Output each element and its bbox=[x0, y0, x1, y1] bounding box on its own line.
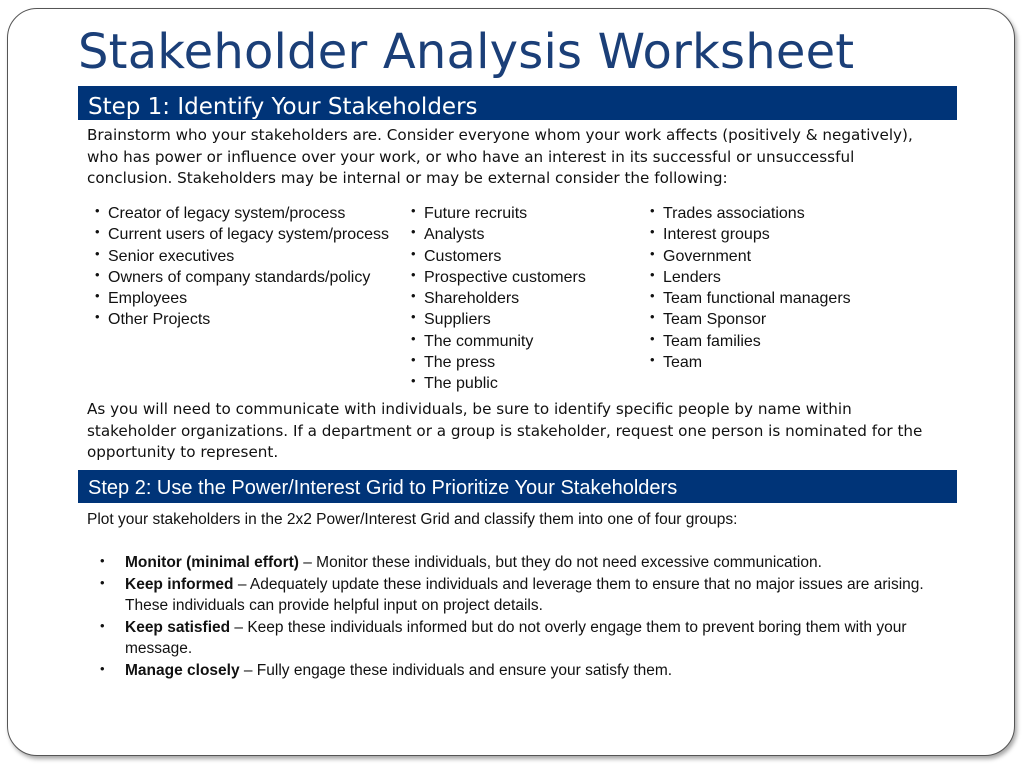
list-item: • The public bbox=[411, 373, 641, 394]
bullet-icon: • bbox=[411, 224, 416, 240]
list-item: • Future recruits bbox=[411, 203, 641, 224]
list-item: • Interest groups bbox=[650, 224, 940, 245]
bullet-icon: • bbox=[411, 203, 416, 218]
list-item: • Team families bbox=[650, 331, 940, 352]
list-item: • Employees bbox=[95, 288, 395, 309]
list-item: • Team functional managers bbox=[650, 288, 940, 309]
page-title: Stakeholder Analysis Worksheet bbox=[78, 24, 855, 80]
bullet-icon: • bbox=[650, 224, 655, 240]
bullet-icon: • bbox=[650, 330, 655, 346]
bullet-icon: • bbox=[100, 660, 105, 676]
list-item: • The press bbox=[411, 352, 641, 373]
group-description: – Adequately update these individuals and leverage them to ensure that no major issues are arising. These individuals can provide helpful input on project details. bbox=[125, 575, 924, 614]
stakeholder-list-column-1 bbox=[95, 203, 395, 331]
bullet-icon: • bbox=[650, 352, 655, 368]
bullet-icon: • bbox=[411, 288, 416, 304]
group-term: Manage closely bbox=[125, 661, 240, 679]
group-term: Monitor (minimal effort) bbox=[125, 554, 299, 571]
step2-heading-band: Step 2: Use the Power/Interest Grid to Prioritize Your Stakeholders bbox=[78, 470, 957, 503]
step2-intro-paragraph: Plot your stakeholders in the 2x2 Power/Interest Grid and classify them into one of four groups: bbox=[87, 511, 738, 528]
bullet-icon: • bbox=[95, 245, 100, 261]
list-item bbox=[100, 617, 930, 660]
bullet-icon: • bbox=[95, 203, 100, 218]
step1-note-paragraph: As you will need to communicate with individuals, be sure to identify specific people by name within stakeholder organizations. If a department or a group is stakeholder, request one person is nominated for the opportunity to represent. bbox=[87, 400, 923, 461]
list-item: • Trades associations bbox=[650, 203, 940, 224]
stakeholder-list-column-2 bbox=[411, 203, 641, 395]
list-item: • Creator of legacy system/process bbox=[95, 203, 395, 224]
step1-intro-paragraph: Brainstorm who your stakeholders are. Consider everyone whom your work affects (positively & negatively), who has power or influence over your work, or who have an interest in its successful or unsuccessful conclusion. Stakeholders may be internal or may be external consider the following: bbox=[87, 126, 913, 187]
bullet-icon: • bbox=[100, 553, 105, 568]
bullet-icon: • bbox=[95, 224, 100, 240]
list-item: • Customers bbox=[411, 246, 641, 267]
step1-heading-band: Step 1: Identify Your Stakeholders bbox=[78, 86, 957, 120]
bullet-icon: • bbox=[95, 266, 100, 282]
list-item: • Suppliers bbox=[411, 309, 641, 330]
bullet-icon: • bbox=[411, 352, 416, 368]
bullet-icon: • bbox=[100, 617, 105, 633]
list-item: • Shareholders bbox=[411, 288, 641, 309]
bullet-icon: • bbox=[411, 245, 416, 261]
bullet-icon: • bbox=[95, 309, 100, 325]
bullet-icon: • bbox=[650, 309, 655, 325]
list-item bbox=[100, 660, 930, 682]
list-item: • Owners of company standards/policy bbox=[95, 267, 395, 288]
group-description: – Keep these individuals informed but do not overly engage them to prevent boring them with your message. bbox=[125, 618, 907, 657]
group-description: – Monitor these individuals, but they do not need excessive communication. bbox=[298, 554, 822, 571]
group-description: – Fully engage these individuals and ensure your satisfy them. bbox=[239, 661, 673, 679]
list-item: • Team bbox=[650, 352, 940, 373]
list-item: • Senior executives bbox=[95, 246, 395, 267]
list-item bbox=[100, 574, 930, 617]
list-item: • Current users of legacy system/process bbox=[95, 224, 395, 245]
bullet-icon: • bbox=[411, 266, 416, 282]
bullet-icon: • bbox=[411, 309, 416, 325]
list-item: • Analysts bbox=[411, 224, 641, 245]
list-item bbox=[100, 552, 930, 574]
stakeholder-group-list bbox=[100, 552, 930, 681]
list-item: • The community bbox=[411, 331, 641, 352]
bullet-icon: • bbox=[650, 203, 655, 218]
bullet-icon: • bbox=[650, 266, 655, 282]
list-item: • Prospective customers bbox=[411, 267, 641, 288]
bullet-icon: • bbox=[95, 288, 100, 304]
bullet-icon: • bbox=[650, 245, 655, 261]
list-item: • Lenders bbox=[650, 267, 940, 288]
bullet-icon: • bbox=[650, 288, 655, 304]
stakeholder-list-column-3 bbox=[650, 203, 940, 373]
list-item: • Other Projects bbox=[95, 309, 395, 330]
bullet-icon: • bbox=[411, 373, 416, 389]
bullet-icon: • bbox=[411, 330, 416, 346]
group-term: Keep informed bbox=[125, 575, 234, 593]
list-item: • Team Sponsor bbox=[650, 309, 940, 330]
bullet-icon: • bbox=[100, 574, 105, 590]
list-item: • Government bbox=[650, 246, 940, 267]
group-term: Keep satisfied bbox=[125, 618, 231, 636]
